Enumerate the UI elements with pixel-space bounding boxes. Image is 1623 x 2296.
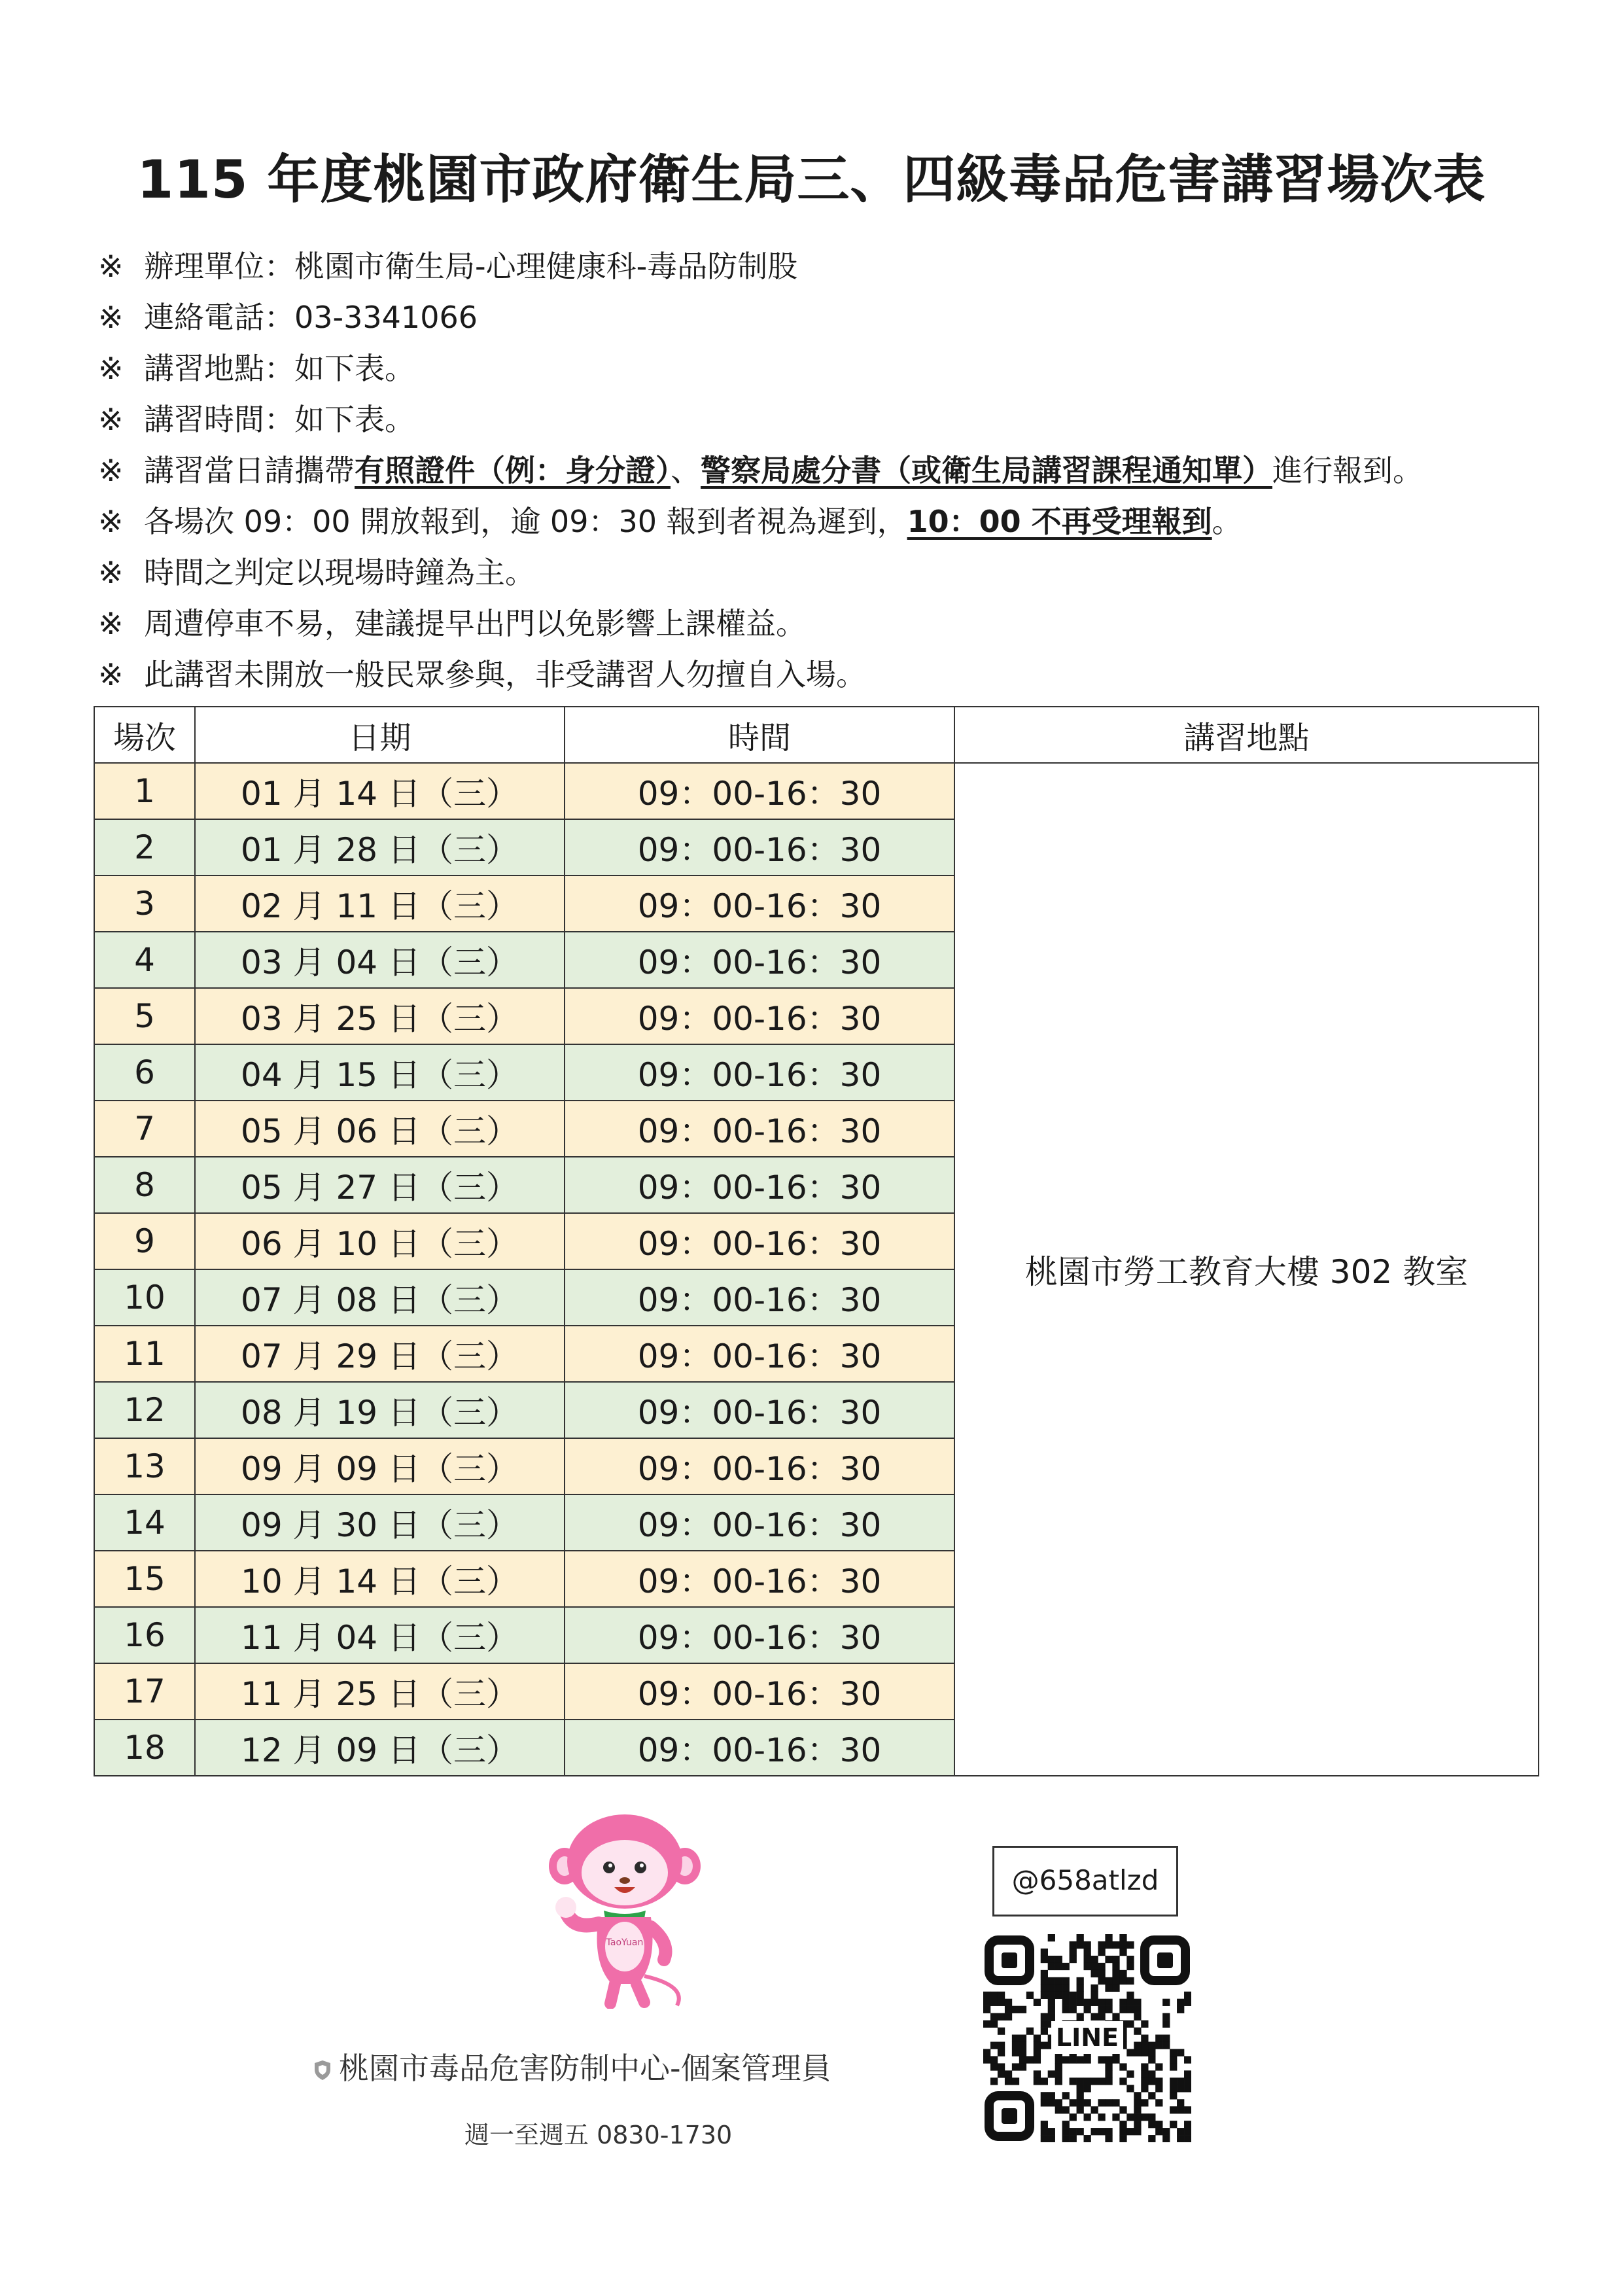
session-cell: 10: [94, 1269, 195, 1326]
time-cell: 09：00-16：30: [565, 1551, 954, 1607]
time-cell: 09：00-16：30: [565, 1044, 954, 1101]
session-cell: 15: [94, 1551, 195, 1607]
session-cell: 18: [94, 1720, 195, 1776]
note-mark: ※: [98, 249, 124, 284]
date-cell: 11 月 25 日（三）: [195, 1663, 565, 1720]
case-manager-office: [313, 2045, 831, 2089]
date-cell: 07 月 29 日（三）: [195, 1326, 565, 1382]
note-mark: ※: [98, 351, 124, 386]
note-organizer: ※ 辦理單位：桃園市衛生局-心理健康科-毒品防制股: [98, 241, 1537, 292]
note-checkin: ※ 各場次 09：00 開放報到，逾 09：30 報到者視為遲到，10：00 不再受理報到。: [98, 496, 1537, 547]
header-date: 日期: [195, 707, 565, 763]
time-cell: 09：00-16：30: [565, 1382, 954, 1438]
location-cell: 桃園市勞工教育大樓 302 教室: [954, 763, 1539, 1776]
date-cell: 09 月 09 日（三）: [195, 1438, 565, 1494]
notes-list: [98, 241, 1537, 700]
note-location: ※ 講習地點：如下表。: [98, 343, 1537, 394]
date-cell: 05 月 27 日（三）: [195, 1157, 565, 1213]
time-cell: 09：00-16：30: [565, 1213, 954, 1269]
date-cell: 03 月 25 日（三）: [195, 988, 565, 1044]
note-clock: ※ 時間之判定以現場時鐘為主。: [98, 547, 1537, 598]
session-cell: 2: [94, 819, 195, 875]
mascot-monkey-illustration: [546, 1812, 703, 2009]
time-cell: 09：00-16：30: [565, 819, 954, 875]
note-mark: ※: [98, 504, 124, 539]
note-mark: ※: [98, 657, 124, 692]
time-cell: 09：00-16：30: [565, 1607, 954, 1663]
note-documents: ※ 講習當日請攜帶有照證件（例：身分證）、警察局處分書（或衛生局講習課程通知單）進行報到。: [98, 445, 1537, 496]
session-cell: 12: [94, 1382, 195, 1438]
session-cell: 8: [94, 1157, 195, 1213]
date-cell: 07 月 08 日（三）: [195, 1269, 565, 1326]
session-cell: 3: [94, 875, 195, 932]
date-cell: 09 月 30 日（三）: [195, 1494, 565, 1551]
session-cell: 1: [94, 763, 195, 819]
date-cell: 08 月 19 日（三）: [195, 1382, 565, 1438]
session-cell: 7: [94, 1101, 195, 1157]
line-qr-code[interactable]: [983, 1934, 1191, 2142]
mascot-badge-text: TaoYuan: [606, 1937, 644, 1948]
note-mark: ※: [98, 300, 124, 335]
time-cell: 09：00-16：30: [565, 1101, 954, 1157]
session-cell: 4: [94, 932, 195, 988]
time-cell: 09：00-16：30: [565, 875, 954, 932]
qr-line-logo-text: LINE: [1055, 2023, 1119, 2052]
time-cell: 09：00-16：30: [565, 1494, 954, 1551]
shield-icon: [313, 2053, 339, 2089]
time-cell: 09：00-16：30: [565, 988, 954, 1044]
time-cell: 09：00-16：30: [565, 1438, 954, 1494]
session-cell: 11: [94, 1326, 195, 1382]
date-cell: 04 月 15 日（三）: [195, 1044, 565, 1101]
table-header-row: [94, 707, 1539, 763]
header-time: 時間: [565, 707, 954, 763]
note-public: ※ 此講習未開放一般民眾參與，非受講習人勿擅自入場。: [98, 649, 1537, 700]
table-row: [94, 763, 1539, 819]
office-name: 桃園市毒品危害防制中心-個案管理員: [339, 2051, 831, 2086]
date-cell: 10 月 14 日（三）: [195, 1551, 565, 1607]
date-cell: 05 月 06 日（三）: [195, 1101, 565, 1157]
date-cell: 06 月 10 日（三）: [195, 1213, 565, 1269]
line-id-label: @658atlzd: [992, 1846, 1178, 1916]
office-hours: 週一至週五 0830-1730: [464, 2121, 733, 2149]
session-cell: 6: [94, 1044, 195, 1101]
time-cell: 09：00-16：30: [565, 1326, 954, 1382]
time-cell: 09：00-16：30: [565, 1269, 954, 1326]
date-cell: 02 月 11 日（三）: [195, 875, 565, 932]
time-cell: 09：00-16：30: [565, 932, 954, 988]
session-cell: 9: [94, 1213, 195, 1269]
note-phone: ※ 連絡電話：03-3341066: [98, 292, 1537, 343]
time-cell: 09：00-16：30: [565, 763, 954, 819]
date-cell: 01 月 28 日（三）: [195, 819, 565, 875]
session-cell: 14: [94, 1494, 195, 1551]
session-cell: 5: [94, 988, 195, 1044]
header-location: 講習地點: [954, 707, 1539, 763]
note-mark: ※: [98, 402, 124, 437]
note-mark: ※: [98, 453, 124, 488]
session-cell: 17: [94, 1663, 195, 1720]
date-cell: 12 月 09 日（三）: [195, 1720, 565, 1776]
session-cell: 13: [94, 1438, 195, 1494]
session-cell: 16: [94, 1607, 195, 1663]
time-cell: 09：00-16：30: [565, 1720, 954, 1776]
time-cell: 09：00-16：30: [565, 1663, 954, 1720]
time-cell: 09：00-16：30: [565, 1157, 954, 1213]
note-mark: ※: [98, 555, 124, 590]
schedule-table: [94, 706, 1539, 1776]
date-cell: 11 月 04 日（三）: [195, 1607, 565, 1663]
note-mark: ※: [98, 606, 124, 641]
page-title: 115 年度桃園市政府衛生局三、四級毒品危害講習場次表: [137, 149, 1486, 210]
date-cell: 03 月 04 日（三）: [195, 932, 565, 988]
date-cell: 01 月 14 日（三）: [195, 763, 565, 819]
note-time: ※ 講習時間：如下表。: [98, 394, 1537, 445]
note-parking: ※ 周遭停車不易，建議提早出門以免影響上課權益。: [98, 598, 1537, 649]
header-session: 場次: [94, 707, 195, 763]
